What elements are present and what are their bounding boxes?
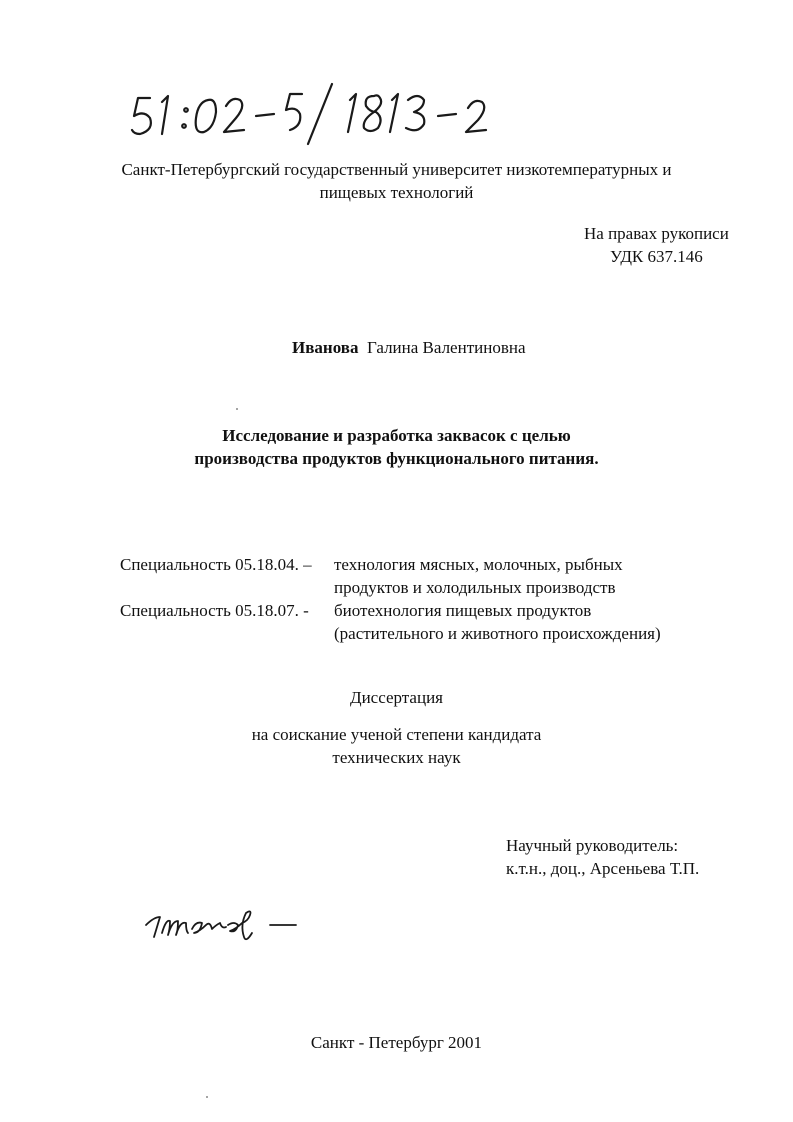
work-type-line-1: на соискание ученой степени кандидата xyxy=(251,725,542,744)
specialty-2-line-2: (растительного и животного происхождения) xyxy=(334,624,661,643)
specialty-2-line-1: биотехнология пищевых продуктов xyxy=(334,601,592,620)
supervisor-label: Научный руководитель: xyxy=(506,836,679,855)
signature-icon xyxy=(140,895,320,945)
work-type-line-2: технических наук xyxy=(332,748,461,767)
specialty-1-line-1: технология мясных, молочных, рыбных xyxy=(334,555,623,574)
thesis-title-line-2: производства продуктов функционального питания. xyxy=(194,449,599,468)
supervisor-name: к.т.н., доц., Арсеньева Т.П. xyxy=(506,859,700,878)
work-type-heading: Диссертация xyxy=(349,688,443,707)
institution-line-2: пищевых технологий xyxy=(319,183,474,202)
specialty-1-label: Специальность 05.18.04. – xyxy=(120,555,312,574)
udk-code: УДК 637.146 xyxy=(610,247,703,266)
specialty-1-line-2: продуктов и холодильных производств xyxy=(334,578,616,597)
author-given-names: Галина Валентиновна xyxy=(366,338,526,357)
place-and-year: Санкт - Петербург 2001 xyxy=(310,1033,483,1052)
institution-line-1: Санкт-Петербургский государственный университет низкотемпературных и xyxy=(121,160,672,179)
rights-label: На правах рукописи xyxy=(584,224,729,243)
handwritten-catalog-number xyxy=(128,78,548,148)
catalog-number-icon xyxy=(128,78,548,148)
thesis-title-line-1: Исследование и разработка заквасок с целью xyxy=(222,426,571,445)
scan-speck xyxy=(236,408,238,410)
author-name xyxy=(292,336,526,359)
handwritten-signature xyxy=(140,895,320,945)
scan-speck xyxy=(206,1096,208,1098)
author-surname: Иванова xyxy=(292,338,359,357)
specialty-2-label: Специальность 05.18.07. - xyxy=(120,601,309,620)
